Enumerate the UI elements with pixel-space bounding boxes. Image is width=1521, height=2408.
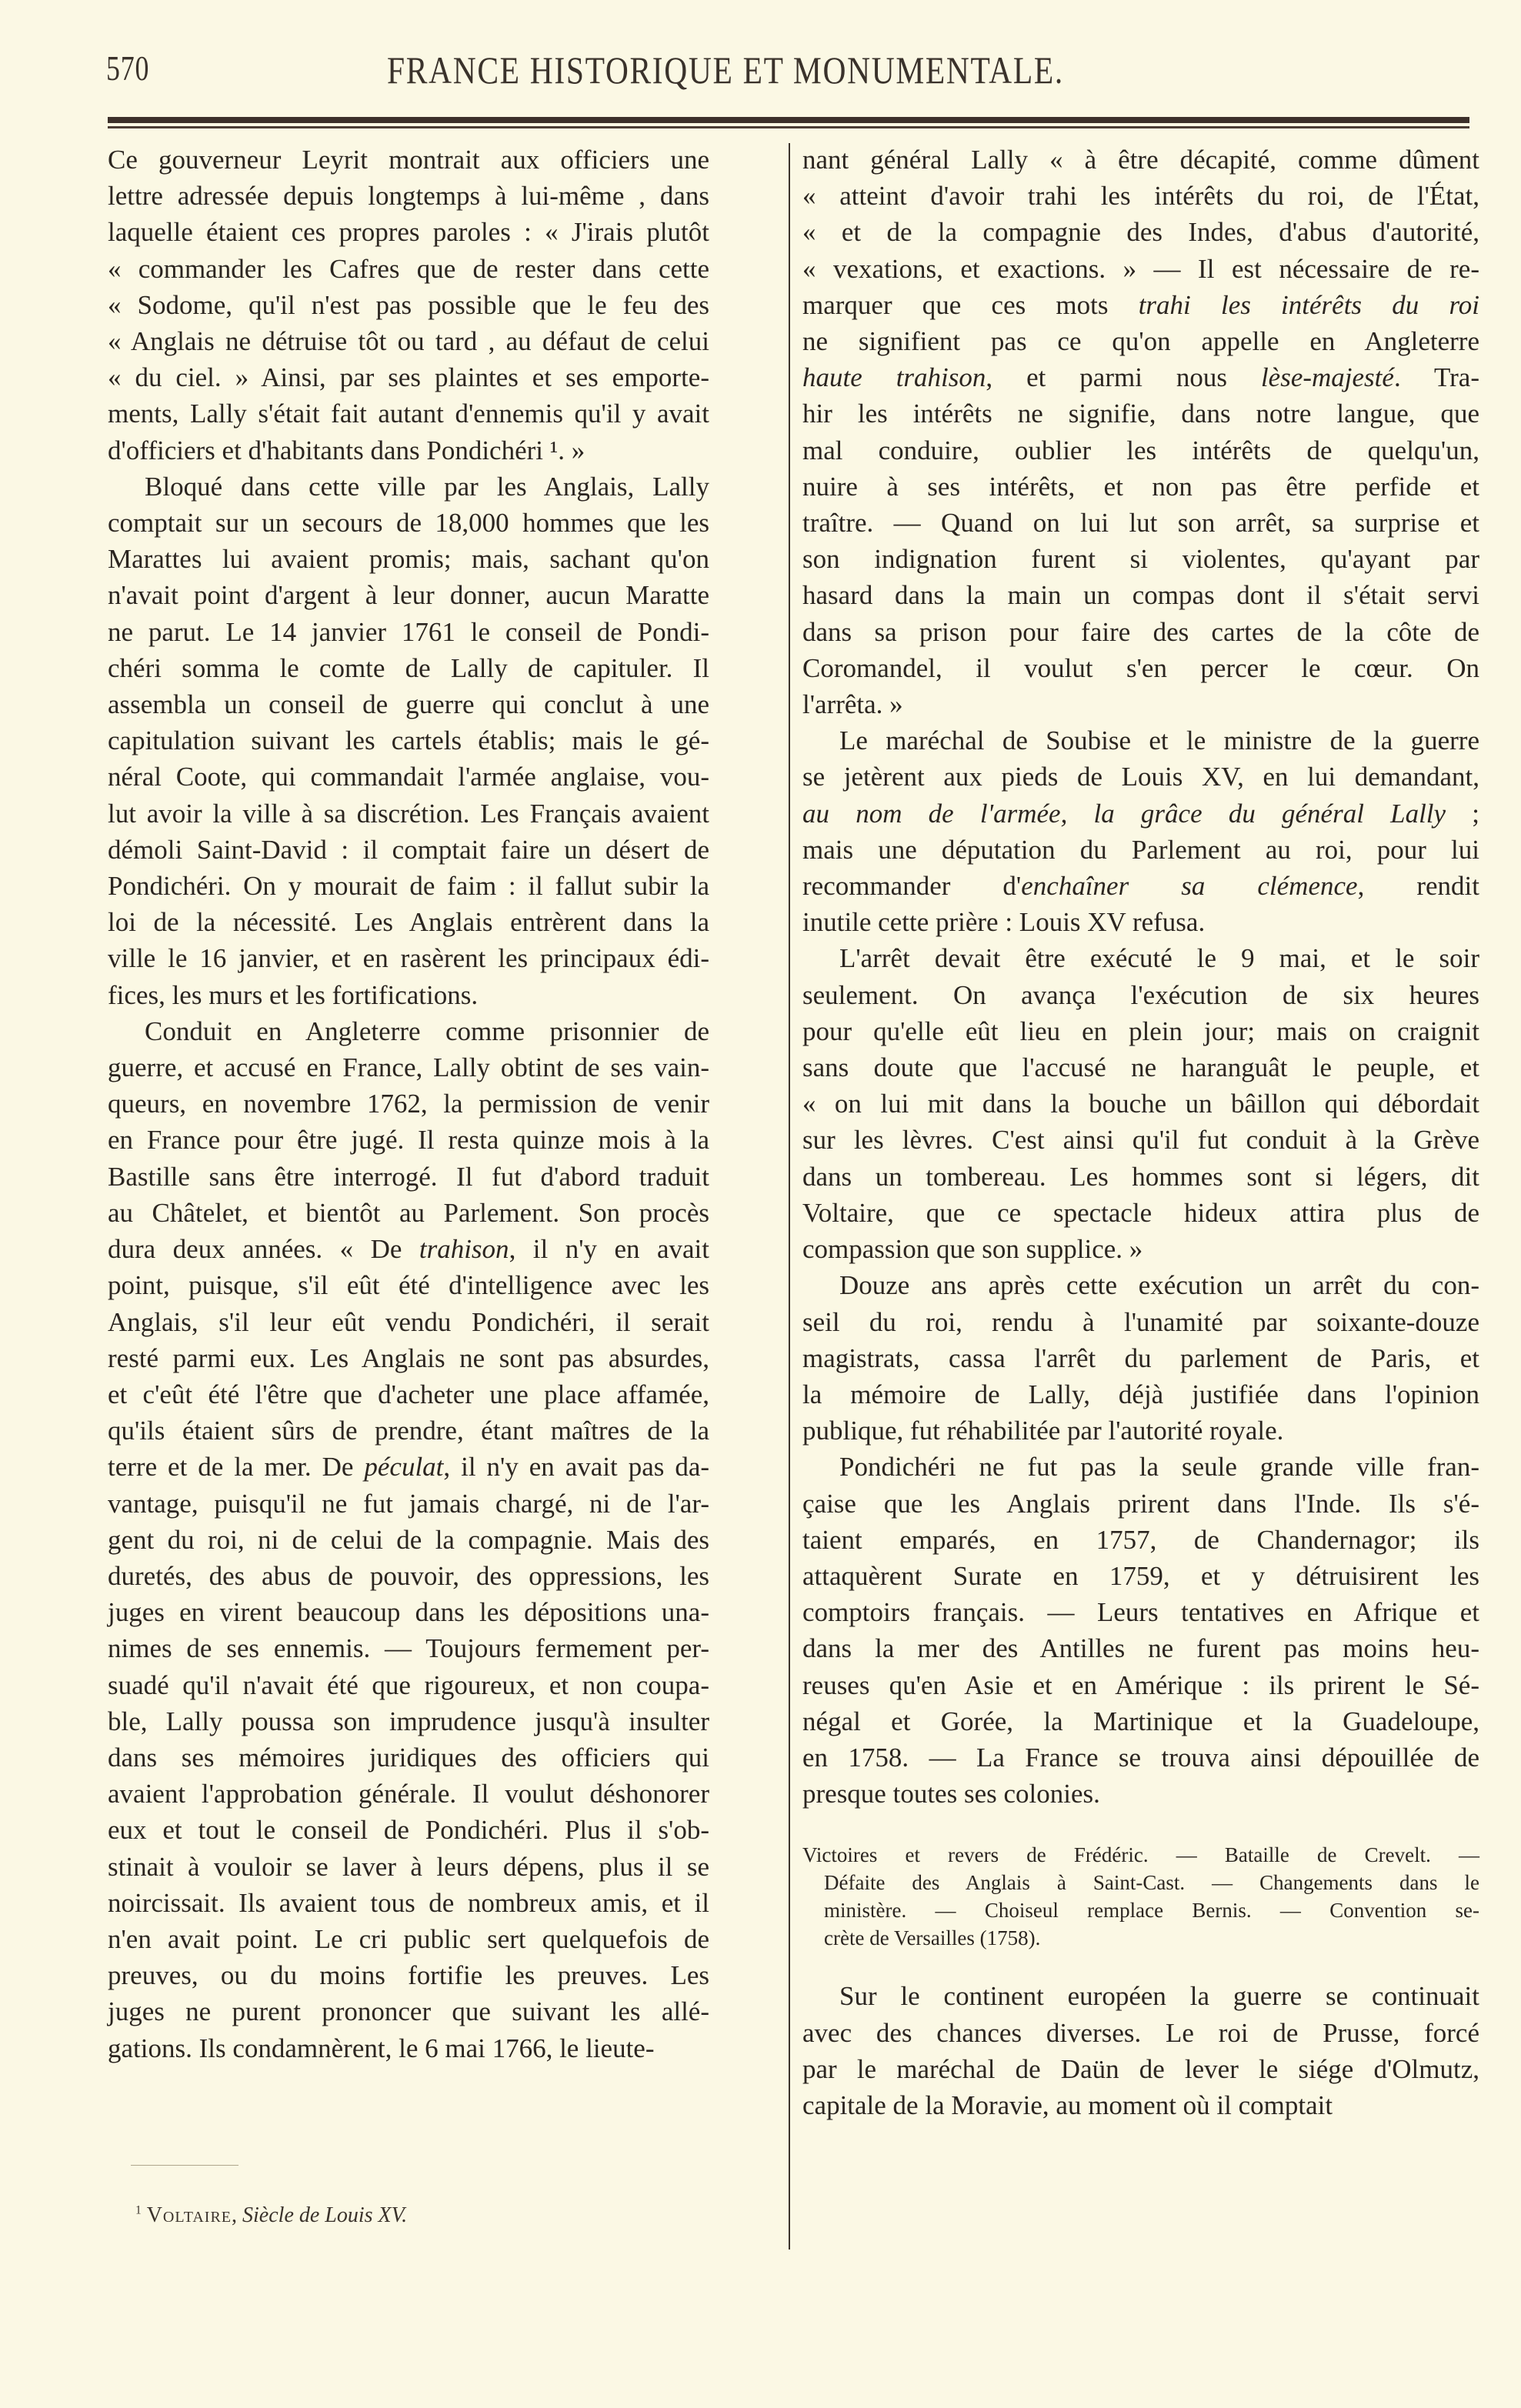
text-line: en 1758. — La France se trouva ainsi dépouillée de bbox=[802, 1742, 1479, 1773]
page-number: 570 bbox=[106, 48, 150, 88]
text-line: « du ciel. » Ainsi, par ses plaintes et ses emporte- bbox=[108, 362, 709, 393]
text-line: mais une députation du Parlement au roi, pour lui bbox=[802, 834, 1479, 865]
text-line: Douze ans après cette exécution un arrêt du con- bbox=[839, 1270, 1479, 1301]
right-column-body bbox=[802, 142, 1479, 1812]
text-line: loi de la nécessité. Les Anglais entrèrent dans la bbox=[108, 907, 709, 938]
text-line: seil du roi, rendu à l'unamité par soixante-douze bbox=[802, 1306, 1479, 1337]
paragraph bbox=[802, 940, 1479, 1267]
text-line: dans un tombereau. Les hommes sont si légers, dit bbox=[802, 1161, 1479, 1192]
text-line: Pondichéri. On y mourait de faim : il fallut subir la bbox=[108, 871, 709, 902]
text-line: presque toutes ses colonies. bbox=[802, 1779, 1100, 1809]
right-column-continuation bbox=[802, 1978, 1479, 2123]
text-line: Ce gouverneur Leyrit montrait aux officiers une bbox=[108, 145, 709, 175]
paragraph bbox=[802, 722, 1479, 940]
summary-line: ministère. — Choiseul remplace Bernis. — Convention se- bbox=[824, 1899, 1479, 1923]
text-line: d'officiers et d'habitants dans Pondichéri ¹. » bbox=[108, 435, 585, 465]
text-line: « vexations, et exactions. » — Il est nécessaire de re- bbox=[802, 253, 1479, 284]
header-rule-thin bbox=[108, 126, 1469, 128]
text-line: qu'ils étaient sûrs de prendre, étant maîtres de la bbox=[108, 1416, 709, 1446]
text-line: avaient l'approbation générale. Il voulut déshonorer bbox=[108, 1779, 709, 1809]
text-line: queurs, en novembre 1762, la permission de venir bbox=[108, 1089, 709, 1119]
text-line: hir les intérêts ne signifie, dans notre langue, que bbox=[802, 399, 1479, 429]
right-text-column bbox=[802, 142, 1479, 2123]
text-line: sur les lèvres. C'est ainsi qu'il fut conduit à la Grève bbox=[802, 1125, 1479, 1156]
text-line: laquelle étaient ces propres paroles : « J'irais plutôt bbox=[108, 217, 709, 248]
text-line: « on lui mit dans la bouche un bâillon qui débordait bbox=[802, 1089, 1479, 1119]
text-line: Pondichéri ne fut pas la seule grande ville fran- bbox=[839, 1452, 1479, 1482]
text-line: lettre adressée depuis longtemps à lui-même , dans bbox=[108, 181, 709, 212]
text-line: haute trahison, et parmi nous lèse-majesté. Tra- bbox=[802, 362, 1479, 393]
text-line: dans la mer des Antilles ne furent pas moins heu- bbox=[802, 1633, 1479, 1664]
summary-line: Défaite des Anglais à Saint-Cast. — Changements dans le bbox=[824, 1871, 1479, 1895]
text-line: point, puisque, s'il eût été d'intelligence avec les bbox=[108, 1270, 709, 1301]
left-text-column bbox=[108, 142, 709, 2066]
text-line: attaquèrent Surate en 1759, et y détruisirent les bbox=[802, 1560, 1479, 1591]
text-line: traître. — Quand on lui lut son arrêt, sa surprise et bbox=[802, 508, 1479, 539]
footnote-work: Siècle de Louis XV. bbox=[242, 2203, 408, 2227]
text-line: et c'eût été l'être que d'acheter une place affamée, bbox=[108, 1379, 709, 1409]
paragraph bbox=[802, 1449, 1479, 1812]
text-line: mal conduire, oublier les intérêts de quelqu'un, bbox=[802, 435, 1479, 465]
text-line: guerre, et accusé en France, Lally obtint de ses vain- bbox=[108, 1052, 709, 1083]
paragraph bbox=[108, 469, 709, 1013]
paragraph bbox=[802, 1978, 1479, 2123]
text-line: Le maréchal de Soubise et le ministre de la guerre bbox=[839, 725, 1479, 756]
text-line: stinait à vouloir se laver à leurs dépens, plus il se bbox=[108, 1851, 709, 1882]
text-line: dans ses mémoires juridiques des officiers qui bbox=[108, 1742, 709, 1773]
column-divider bbox=[789, 143, 790, 2250]
text-line: Anglais, s'il leur eût vendu Pondichéri, il serait bbox=[108, 1306, 709, 1337]
text-line: chéri somma le comte de Lally de capituler. Il bbox=[108, 652, 709, 683]
summary-line: Victoires et revers de Frédéric. — Bataille de Crevelt. — bbox=[802, 1843, 1479, 1867]
text-line: juges en virent beaucoup dans les dépositions una- bbox=[108, 1597, 709, 1628]
text-line: ments, Lally s'était fait autant d'ennemis qu'il y avait bbox=[108, 399, 709, 429]
text-line: ble, Lally poussa son imprudence jusqu'à insulter bbox=[108, 1706, 709, 1736]
paragraph bbox=[108, 1013, 709, 2066]
text-line: « Sodome, qu'il n'est pas possible que le feu des bbox=[108, 289, 709, 320]
text-line: dura deux années. « De trahison, il n'y en avait bbox=[108, 1234, 709, 1265]
text-line: L'arrêt devait être exécuté le 9 mai, et le soir bbox=[839, 943, 1479, 974]
text-line: Sur le continent européen la guerre se continuait bbox=[839, 1981, 1479, 2012]
paragraph bbox=[108, 142, 709, 469]
text-line: « Anglais ne détruise tôt ou tard , au défaut de celui bbox=[108, 326, 709, 357]
footnote: $^1$ Voltaire, Siècle de Louis XV. bbox=[135, 2203, 408, 2227]
text-line: « commander les Cafres que de rester dans cette bbox=[108, 253, 709, 284]
text-line: suadé qu'il n'avait été que rigoureux, et non coupa- bbox=[108, 1669, 709, 1700]
text-line: son indignation furent si violentes, qu'ayant par bbox=[802, 544, 1479, 575]
text-line: assembla un conseil de guerre qui conclut à une bbox=[108, 689, 709, 720]
text-line: au Châtelet, et bientôt au Parlement. Son procès bbox=[108, 1197, 709, 1228]
text-line: resté parmi eux. Les Anglais ne sont pas absurdes, bbox=[108, 1342, 709, 1373]
paragraph bbox=[802, 142, 1479, 722]
text-line: capitulation suivant les cartels établis; mais le gé- bbox=[108, 725, 709, 756]
text-line: magistrats, cassa l'arrêt du parlement de Paris, et bbox=[802, 1342, 1479, 1373]
summary-line: crète de Versailles (1758). bbox=[824, 1926, 1041, 1950]
text-line: fices, les murs et les fortifications. bbox=[108, 979, 479, 1010]
text-line: en France pour être jugé. Il resta quinze mois à la bbox=[108, 1125, 709, 1156]
text-line: taient emparés, en 1757, de Chandernagor; ils bbox=[802, 1524, 1479, 1555]
text-line: n'avait point d'argent à leur donner, aucun Maratte bbox=[108, 580, 709, 611]
text-line: Bastille sans être interrogé. Il fut d'abord traduit bbox=[108, 1161, 709, 1192]
text-line: lut avoir la ville à sa discrétion. Les Français avaient bbox=[108, 798, 709, 829]
running-head bbox=[106, 48, 1476, 102]
footnote-author: Voltaire bbox=[146, 2203, 232, 2227]
text-line: inutile cette prière : Louis XV refusa. bbox=[802, 907, 1206, 938]
text-line: terre et de la mer. De péculat, il n'y en avait pas da- bbox=[108, 1452, 710, 1482]
text-line: çaise que les Anglais prirent dans l'Inde. Ils s'é- bbox=[802, 1488, 1479, 1519]
text-line: la mémoire de Lally, déjà justifiée dans l'opinion bbox=[802, 1379, 1479, 1409]
text-line: seulement. On avança l'exécution de six heures bbox=[802, 979, 1479, 1010]
text-line: recommander d'enchaîner sa clémence, rendit bbox=[802, 871, 1480, 902]
text-line: compassion que son supplice. » bbox=[802, 1234, 1143, 1265]
text-line: n'en avait point. Le cri public sert quelquefois de bbox=[108, 1923, 709, 1954]
text-line: Voltaire, que ce spectacle hideux attira plus de bbox=[802, 1197, 1479, 1228]
footnote-marker: 1 bbox=[135, 2203, 142, 2217]
text-line: capitale de la Moravie, au moment où il comptait bbox=[802, 2089, 1333, 2120]
text-line: l'arrêta. » bbox=[802, 689, 903, 720]
header-rule-thick bbox=[108, 117, 1469, 123]
text-line: avec des chances diverses. Le roi de Prusse, forcé bbox=[802, 2017, 1479, 2048]
text-line: nant général Lally « à être décapité, comme dûment bbox=[802, 145, 1479, 175]
text-line: « et de la compagnie des Indes, d'abus d'autorité, bbox=[802, 217, 1479, 248]
text-line: ne signifient pas ce qu'on appelle en Angleterre bbox=[802, 326, 1479, 357]
text-line: juges ne purent prononcer que suivant les allé- bbox=[108, 1996, 709, 2027]
text-line: Coromandel, il voulut s'en percer le cœur. On bbox=[802, 652, 1479, 683]
text-line: néral Coote, qui commandait l'armée anglaise, vou- bbox=[108, 762, 709, 792]
text-line: publique, fut réhabilitée par l'autorité royale. bbox=[802, 1416, 1284, 1446]
text-line: comptait sur un secours de 18,000 hommes que les bbox=[108, 508, 709, 539]
text-line: dans sa prison pour faire des cartes de la côte de bbox=[802, 616, 1479, 647]
text-line: vantage, puisqu'il ne fut jamais chargé, ni de l'ar- bbox=[108, 1488, 709, 1519]
text-line: ville le 16 janvier, et en rasèrent les principaux édi- bbox=[108, 943, 709, 974]
text-line: pour qu'elle eût lieu en plein jour; mais on craignit bbox=[802, 1016, 1479, 1046]
text-line: par le maréchal de Daün de lever le siége d'Olmutz, bbox=[802, 2053, 1479, 2084]
text-line: noircissait. Ils avaient tous de nombreux amis, et il bbox=[108, 1887, 709, 1918]
text-line: ne parut. Le 14 janvier 1761 le conseil de Pondi- bbox=[108, 616, 709, 647]
footnote-rule bbox=[131, 2165, 238, 2166]
text-line: comptoirs français. — Leurs tentatives en Afrique et bbox=[802, 1597, 1479, 1628]
text-line: reuses qu'en Asie et en Amérique : ils prirent le Sé- bbox=[802, 1669, 1479, 1700]
text-line: Marattes lui avaient promis; mais, sachant qu'on bbox=[108, 544, 709, 575]
text-line: gent du roi, ni de celui de la compagnie. Mais des bbox=[108, 1524, 709, 1555]
text-line: eux et tout le conseil de Pondichéri. Plus il s'ob- bbox=[108, 1815, 709, 1846]
text-line: marquer que ces mots trahi les intérêts du roi bbox=[802, 289, 1479, 320]
header-double-rule bbox=[108, 117, 1469, 131]
text-line: au nom de l'armée, la grâce du général Lally ; bbox=[802, 798, 1479, 829]
text-line: preuves, ou du moins fortifie les preuves. Les bbox=[108, 1960, 709, 1991]
text-line: « atteint d'avoir trahi les intérêts du roi, de l'État, bbox=[802, 181, 1479, 212]
text-line: démoli Saint-David : il comptait faire un désert de bbox=[108, 834, 709, 865]
running-title: FRANCE HISTORIQUE ET MONUMENTALE. bbox=[387, 48, 1064, 92]
text-line: gations. Ils condamnèrent, le 6 mai 1766, le lieute- bbox=[108, 2033, 655, 2063]
text-line: nuire à ses intérêts, et non pas être perfide et bbox=[802, 471, 1479, 502]
text-line: duretés, des abus de pouvoir, des oppressions, les bbox=[108, 1560, 709, 1591]
text-line: Bloqué dans cette ville par les Anglais, Lally bbox=[145, 471, 709, 502]
text-line: se jetèrent aux pieds de Louis XV, en lui demandant, bbox=[802, 762, 1479, 792]
paragraph bbox=[802, 1267, 1479, 1449]
section-summary bbox=[802, 1841, 1479, 1952]
text-line: hasard dans la main un compas dont il s'était servi bbox=[802, 580, 1479, 611]
text-line: Conduit en Angleterre comme prisonnier de bbox=[145, 1016, 709, 1046]
text-line: sans doute que l'accusé ne haranguât le peuple, et bbox=[802, 1052, 1479, 1083]
text-line: nimes de ses ennemis. — Toujours fermement per- bbox=[108, 1633, 709, 1664]
text-line: négal et Gorée, la Martinique et la Guadeloupe, bbox=[802, 1706, 1479, 1736]
